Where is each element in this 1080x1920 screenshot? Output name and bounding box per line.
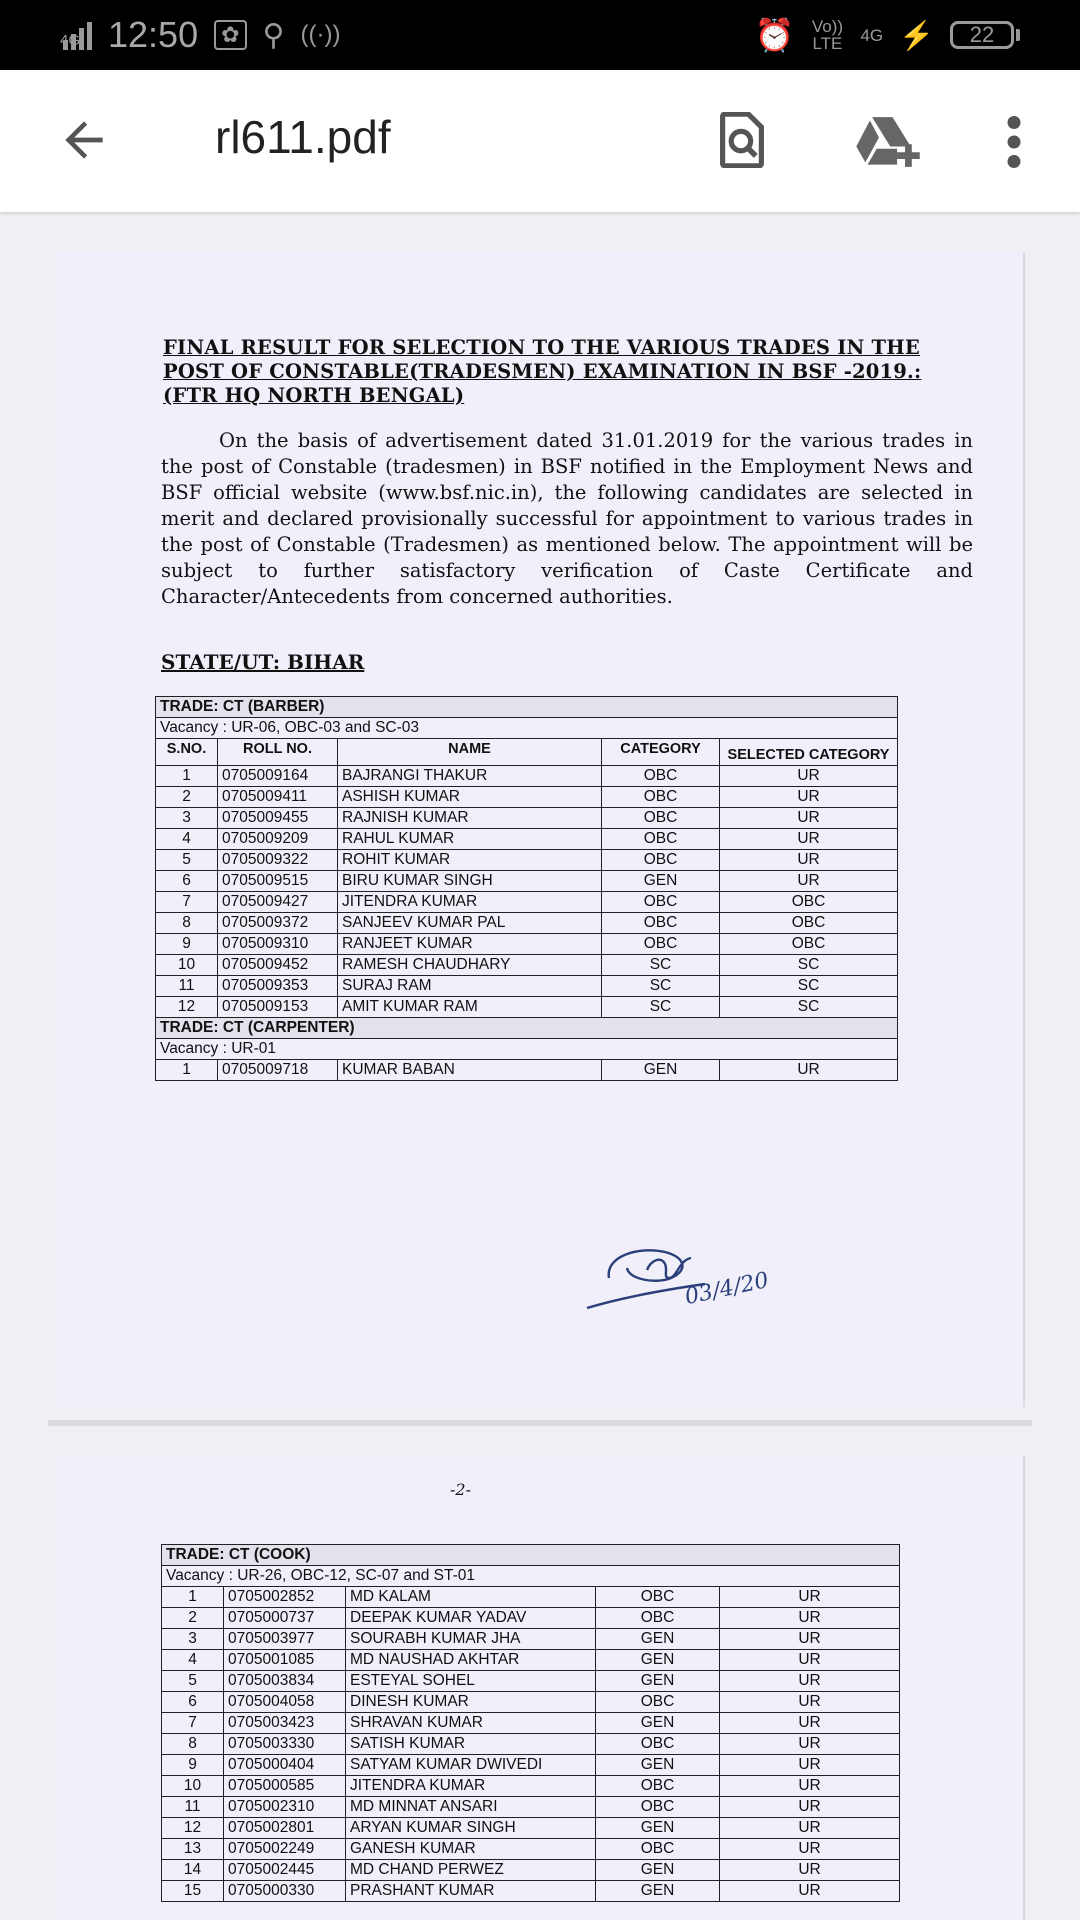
cell-roll: 0705003977 [224, 1629, 346, 1650]
cell-name: MD MINNAT ANSARI [346, 1797, 596, 1818]
cell-name: JITENDRA KUMAR [346, 1776, 596, 1797]
cell-sno: 11 [162, 1797, 224, 1818]
cell-sno: 5 [162, 1671, 224, 1692]
charging-icon: ⚡ [899, 19, 934, 51]
table-row [162, 1839, 900, 1860]
cell-selected: UR [720, 1060, 898, 1081]
cell-category: OBC [602, 850, 720, 871]
cell-roll: 0705000585 [224, 1776, 346, 1797]
column-header-row [156, 739, 898, 766]
cell-sno: 7 [162, 1713, 224, 1734]
cell-roll: 0705003330 [224, 1734, 346, 1755]
cell-selected: UR [720, 1755, 900, 1776]
cell-category: OBC [602, 934, 720, 955]
cell-roll: 0705009427 [218, 892, 338, 913]
status-left [60, 14, 340, 56]
table-row [162, 1860, 900, 1881]
app-bar [0, 70, 1080, 212]
cell-sno: 6 [156, 871, 218, 892]
table-row [156, 955, 898, 976]
signal-icon [60, 20, 92, 50]
cell-sno: 11 [156, 976, 218, 997]
cell-roll: 0705009353 [218, 976, 338, 997]
cell-sno: 13 [162, 1839, 224, 1860]
signature-date: 03/4/20 [682, 1268, 771, 1311]
trade-title-cook: TRADE: CT (COOK) [162, 1545, 900, 1566]
col-category: CATEGORY [602, 739, 720, 766]
cell-selected: UR [720, 1587, 900, 1608]
cell-roll: 0705009515 [218, 871, 338, 892]
cell-roll: 0705002852 [224, 1587, 346, 1608]
cell-selected: UR [720, 787, 898, 808]
col-sno: S.NO. [156, 739, 218, 766]
cell-roll: 0705000330 [224, 1881, 346, 1902]
cell-sno: 12 [162, 1818, 224, 1839]
cell-sno: 8 [162, 1734, 224, 1755]
cell-roll: 0705009164 [218, 766, 338, 787]
cell-roll: 0705009153 [218, 997, 338, 1018]
table-row [162, 1755, 900, 1776]
table-row [162, 1650, 900, 1671]
cell-roll: 0705003834 [224, 1671, 346, 1692]
add-to-drive-icon[interactable] [854, 114, 922, 170]
cell-roll: 0705002445 [224, 1860, 346, 1881]
col-selected-category: SELECTED CATEGORY [720, 739, 898, 766]
cell-name: RAMESH CHAUDHARY [338, 955, 602, 976]
cell-selected: UR [720, 1881, 900, 1902]
cell-name: RAHUL KUMAR [338, 829, 602, 850]
cell-name: BAJRANGI THAKUR [338, 766, 602, 787]
table-row [162, 1734, 900, 1755]
cell-selected: SC [720, 976, 898, 997]
cell-name: BIRU KUMAR SINGH [338, 871, 602, 892]
cell-category: OBC [602, 808, 720, 829]
state-label: STATE/UT: BIHAR [161, 650, 365, 674]
cell-roll: 0705009452 [218, 955, 338, 976]
table-row [156, 850, 898, 871]
cell-sno: 4 [156, 829, 218, 850]
cell-selected: UR [720, 1734, 900, 1755]
back-arrow-icon[interactable] [56, 112, 112, 168]
cell-selected: UR [720, 1608, 900, 1629]
cell-name: AMIT KUMAR RAM [338, 997, 602, 1018]
usb-icon: ⚲ [262, 18, 285, 52]
cell-category: OBC [596, 1587, 720, 1608]
cell-roll: 0705004058 [224, 1692, 346, 1713]
battery-icon [950, 21, 1020, 49]
cell-roll: 0705002249 [224, 1839, 346, 1860]
cell-category: OBC [602, 787, 720, 808]
cell-roll: 0705000737 [224, 1608, 346, 1629]
table-row [162, 1776, 900, 1797]
table-row [156, 976, 898, 997]
cell-name: SOURABH KUMAR JHA [346, 1629, 596, 1650]
table-row [162, 1692, 900, 1713]
cell-category: SC [602, 955, 720, 976]
pdf-page-1[interactable] [55, 252, 1025, 1407]
cell-selected: UR [720, 1797, 900, 1818]
trade-row [162, 1545, 900, 1566]
table-row [156, 1060, 898, 1081]
table-row [156, 913, 898, 934]
cell-roll: 0705002801 [224, 1818, 346, 1839]
cell-name: DINESH KUMAR [346, 1692, 596, 1713]
result-heading: FINAL RESULT FOR SELECTION TO THE VARIOUS TRADES IN THE POST OF CONSTABLE(TRADESMEN) EXAMINATION IN BSF -2019.: (FTR HQ NORTH BENGAL) [163, 336, 922, 407]
cell-sno: 2 [156, 787, 218, 808]
cell-name: MD NAUSHAD AKHTAR [346, 1650, 596, 1671]
status-right [755, 16, 1020, 54]
cell-category: GEN [596, 1755, 720, 1776]
table-row [156, 892, 898, 913]
cell-category: OBC [596, 1692, 720, 1713]
cell-selected: UR [720, 871, 898, 892]
cell-category: GEN [596, 1629, 720, 1650]
cell-category: OBC [596, 1776, 720, 1797]
cell-selected: UR [720, 1692, 900, 1713]
cell-category: OBC [602, 829, 720, 850]
document-title: rl611.pdf [215, 111, 391, 163]
cell-roll: 0705009372 [218, 913, 338, 934]
cell-name: KUMAR BABAN [338, 1060, 602, 1081]
cell-selected: SC [720, 997, 898, 1018]
barber-carpenter-table [155, 696, 898, 1081]
vacancy-row [156, 718, 898, 739]
col-name: NAME [338, 739, 602, 766]
cell-selected: UR [720, 829, 898, 850]
vacancy-row [156, 1039, 898, 1060]
table-row [156, 997, 898, 1018]
cell-name: ESTEYAL SOHEL [346, 1671, 596, 1692]
cell-selected: UR [720, 1713, 900, 1734]
cell-name: RANJEET KUMAR [338, 934, 602, 955]
cell-selected: UR [720, 850, 898, 871]
cell-sno: 14 [162, 1860, 224, 1881]
table-row [156, 787, 898, 808]
cell-name: RAJNISH KUMAR [338, 808, 602, 829]
cell-sno: 1 [162, 1587, 224, 1608]
cell-sno: 3 [162, 1629, 224, 1650]
hotspot-icon: ((·)) [300, 21, 341, 48]
network-type: 4G [60, 32, 81, 49]
page-number: -2- [450, 1480, 471, 1499]
cell-roll: 0705003423 [224, 1713, 346, 1734]
cell-sno: 4 [162, 1650, 224, 1671]
cell-roll: 0705009411 [218, 787, 338, 808]
page-separator [48, 1420, 1032, 1426]
cell-sno: 2 [162, 1608, 224, 1629]
status-bar [0, 0, 1080, 70]
cell-roll: 0705000404 [224, 1755, 346, 1776]
cell-selected: UR [720, 1671, 900, 1692]
cell-sno: 1 [156, 766, 218, 787]
cell-sno: 3 [156, 808, 218, 829]
table-row [156, 871, 898, 892]
cell-name: SANJEEV KUMAR PAL [338, 913, 602, 934]
result-paragraph: On the basis of advertisement dated 31.01.2019 for the various trades in the post of Constable (tradesmen) in BSF notified in the Employment News and BSF official website (www.bsf.nic.in), the following candidates are selected in merit and declared provisionally successful for appointment to various trades in the post of Constable (Tradesmen) as mentioned below. The appointment will be subject to further satisfactory verification of Caste Certificate and Character/Antecedents from concerned authorities. [161, 429, 973, 608]
cell-name: PRASHANT KUMAR [346, 1881, 596, 1902]
app-notification-icon: ✿ [214, 20, 246, 50]
cell-category: GEN [596, 1881, 720, 1902]
table-row [162, 1713, 900, 1734]
cell-sno: 1 [156, 1060, 218, 1081]
table-row [162, 1818, 900, 1839]
cell-name: SURAJ RAM [338, 976, 602, 997]
trade-row [156, 1018, 898, 1039]
vacancy-carpenter: Vacancy : UR-01 [156, 1039, 898, 1060]
cell-category: GEN [602, 871, 720, 892]
clock: 12:50 [108, 14, 199, 55]
cell-roll: 0705009455 [218, 808, 338, 829]
pdf-page-2[interactable] [55, 1456, 1025, 1920]
cell-sno: 9 [156, 934, 218, 955]
trade-title-carpenter: TRADE: CT (CARPENTER) [156, 1018, 898, 1039]
cell-selected: UR [720, 766, 898, 787]
cell-selected: SC [720, 955, 898, 976]
cell-sno: 12 [156, 997, 218, 1018]
cell-category: GEN [596, 1671, 720, 1692]
cell-category: GEN [596, 1860, 720, 1881]
table-row [162, 1671, 900, 1692]
cell-selected: OBC [720, 934, 898, 955]
signature [585, 1232, 825, 1342]
cell-name: ARYAN KUMAR SINGH [346, 1818, 596, 1839]
cell-sno: 10 [162, 1776, 224, 1797]
table-row [156, 934, 898, 955]
table-row [162, 1881, 900, 1902]
cell-sno: 10 [156, 955, 218, 976]
cell-selected: UR [720, 1776, 900, 1797]
cell-category: SC [602, 997, 720, 1018]
cell-sno: 9 [162, 1755, 224, 1776]
cell-sno: 5 [156, 850, 218, 871]
cook-table [161, 1544, 900, 1902]
cell-category: GEN [596, 1713, 720, 1734]
cell-category: GEN [596, 1818, 720, 1839]
table-row [162, 1797, 900, 1818]
cell-name: MD KALAM [346, 1587, 596, 1608]
cell-sno: 15 [162, 1881, 224, 1902]
alarm-icon: ⏰ [754, 17, 795, 53]
cell-roll: 0705009310 [218, 934, 338, 955]
cell-name: MD CHAND PERWEZ [346, 1860, 596, 1881]
cell-sno: 8 [156, 913, 218, 934]
cell-category: OBC [596, 1734, 720, 1755]
cell-name: GANESH KUMAR [346, 1839, 596, 1860]
col-roll: ROLL NO. [218, 739, 338, 766]
cell-selected: UR [720, 1818, 900, 1839]
volte-indicator: Vo)) LTE [811, 17, 844, 53]
cell-name: ASHISH KUMAR [338, 787, 602, 808]
cell-name: JITENDRA KUMAR [338, 892, 602, 913]
table-row [156, 766, 898, 787]
table-row [156, 829, 898, 850]
cell-sno: 7 [156, 892, 218, 913]
find-in-page-icon[interactable] [716, 112, 768, 168]
cell-category: OBC [602, 766, 720, 787]
vacancy-barber: Vacancy : UR-06, OBC-03 and SC-03 [156, 718, 898, 739]
cell-selected: UR [720, 1839, 900, 1860]
more-vert-icon[interactable] [1000, 116, 1028, 168]
cell-selected: UR [720, 1860, 900, 1881]
cell-category: SC [602, 976, 720, 997]
table-row [162, 1629, 900, 1650]
data-indicator: 4G [860, 25, 884, 45]
trade-title-barber: TRADE: CT (BARBER) [156, 697, 898, 718]
cell-name: SHRAVAN KUMAR [346, 1713, 596, 1734]
cell-name: SATISH KUMAR [346, 1734, 596, 1755]
cell-selected: OBC [720, 892, 898, 913]
cell-category: OBC [602, 892, 720, 913]
cell-roll: 0705001085 [224, 1650, 346, 1671]
cell-category: OBC [596, 1797, 720, 1818]
cell-selected: UR [720, 1650, 900, 1671]
cell-sno: 6 [162, 1692, 224, 1713]
vacancy-cook: Vacancy : UR-26, OBC-12, SC-07 and ST-01 [162, 1566, 900, 1587]
cell-selected: UR [720, 1629, 900, 1650]
table-row [162, 1608, 900, 1629]
cell-roll: 0705009322 [218, 850, 338, 871]
cell-name: DEEPAK KUMAR YADAV [346, 1608, 596, 1629]
cell-name: SATYAM KUMAR DWIVEDI [346, 1755, 596, 1776]
cell-category: OBC [596, 1839, 720, 1860]
cell-roll: 0705009209 [218, 829, 338, 850]
cell-category: GEN [602, 1060, 720, 1081]
cell-selected: UR [720, 808, 898, 829]
cell-category: OBC [596, 1608, 720, 1629]
table-row [162, 1587, 900, 1608]
cell-category: OBC [602, 913, 720, 934]
trade-row [156, 697, 898, 718]
cell-name: ROHIT KUMAR [338, 850, 602, 871]
vacancy-row [162, 1566, 900, 1587]
cell-roll: 0705002310 [224, 1797, 346, 1818]
cell-selected: OBC [720, 913, 898, 934]
battery-level: 22 [969, 22, 995, 47]
cell-category: GEN [596, 1650, 720, 1671]
table-row [156, 808, 898, 829]
cell-roll: 0705009718 [218, 1060, 338, 1081]
